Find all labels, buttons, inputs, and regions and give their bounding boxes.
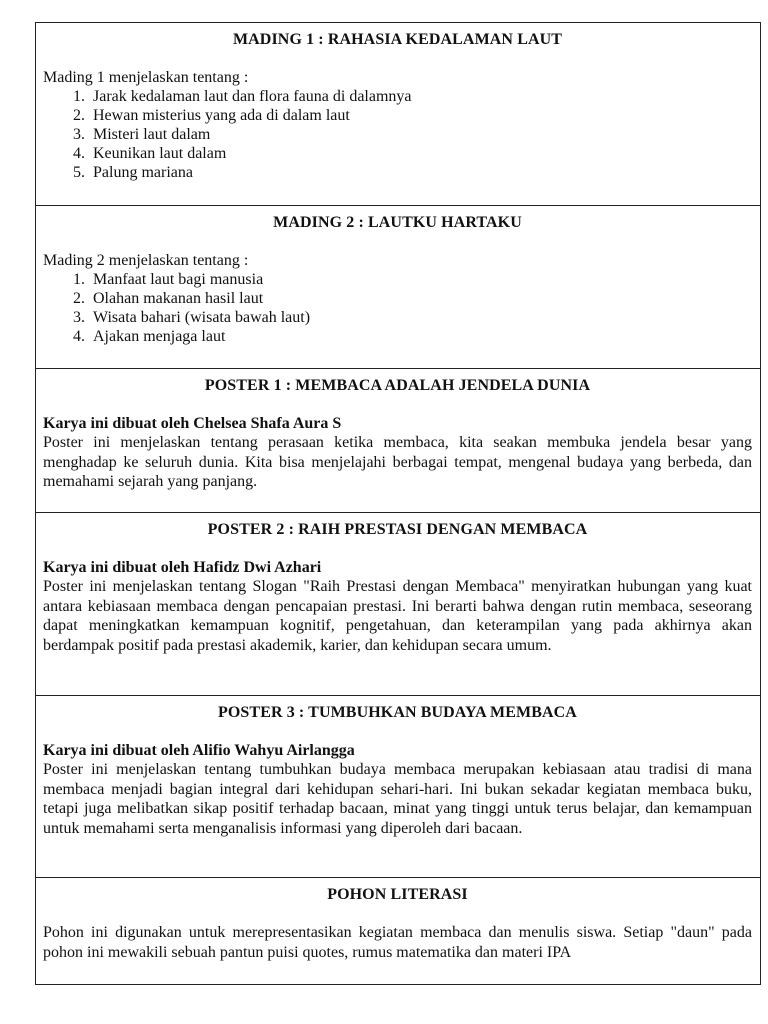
list-item: 2. Olahan makanan hasil laut [89,289,752,308]
section-poster-2 [36,513,760,696]
section-description: Poster ini menjelaskan tentang tumbuhkan budaya membaca merupakan kebiasaan atau tradisi di mana membaca menjadi bagian integral dari kehidupan sehari-hari. Ini bukan sekadar kegiatan membaca buku, tetapi juga melibatkan sikap positif terhadap bacaan, minat yang tinggi untuk terus belajar, dan kemampuan untuk memahami serta menganalisis informasi yang diperoleh dari bacaan. [43,761,752,837]
author-line: Karya ini dibuat oleh Hafidz Dwi Azhari [43,559,322,576]
list-item: 4. Ajakan menjaga laut [89,327,752,346]
list-item: 3. Misteri laut dalam [89,125,752,144]
list-item: 1. Manfaat laut bagi manusia [89,270,752,289]
list-item: 4. Keunikan laut dalam [89,144,752,163]
list-item: 2. Hewan misterius yang ada di dalam laut [89,106,752,125]
section-description: Poster ini menjelaskan tentang Slogan "Raih Prestasi dengan Membaca" menyiratkan hubungan yang kuat antara kebiasaan membaca dengan pencapaian prestasi. Ini berarti bahwa dengan rutin membaca, seseorang dapat meningkatkan kemampuan kognitif, pengetahuan, dan keterampilan yang pada akhirnya akan berdampak positif pada prestasi akademik, karier, dan kehidupan secara umum. [43,578,752,654]
section-title: POSTER 1 : MEMBACA ADALAH JENDELA DUNIA [204,377,591,394]
section-mading-2 [36,206,760,369]
list-item: 3. Wisata bahari (wisata bawah laut) [89,308,752,327]
section-poster-1 [36,369,760,513]
list-item: 5. Palung mariana [89,163,752,182]
section-title: POSTER 2 : RAIH PRESTASI DENGAN MEMBACA [207,521,588,538]
section-intro: Mading 2 menjelaskan tentang : [43,252,249,269]
list-item: 1. Jarak kedalaman laut dan flora fauna di dalamnya [89,87,752,106]
section-poster-3 [36,696,760,878]
section-pohon-literasi [36,878,760,984]
section-mading-1 [36,23,760,206]
section-intro: Mading 1 menjelaskan tentang : [43,69,249,86]
author-line: Karya ini dibuat oleh Alifio Wahyu Airlangga [43,742,355,759]
section-title: MADING 1 : RAHASIA KEDALAMAN LAUT [232,31,563,48]
section-title: MADING 2 : LAUTKU HARTAKU [273,214,522,231]
document-table [35,22,761,985]
author-line: Karya ini dibuat oleh Chelsea Shafa Aura S [43,415,342,432]
section-title: POSTER 3 : TUMBUHKAN BUDAYA MEMBACA [218,704,577,721]
topic-list [43,87,752,182]
topic-list [43,270,752,346]
section-description: Pohon ini digunakan untuk merepresentasikan kegiatan membaca dan menulis siswa. Setiap "daun" pada pohon ini mewakili sebuah pantun puisi quotes, rumus matematika dan materi IPA [43,924,752,961]
section-description: Poster ini menjelaskan tentang perasaan ketika membaca, kita seakan membuka jendela besar yang menghadap ke seluruh dunia. Kita bisa menjelajahi berbagai tempat, mengenal budaya yang berbeda, dan memahami sejarah yang panjang. [43,434,752,490]
section-title: POHON LITERASI [327,886,468,903]
